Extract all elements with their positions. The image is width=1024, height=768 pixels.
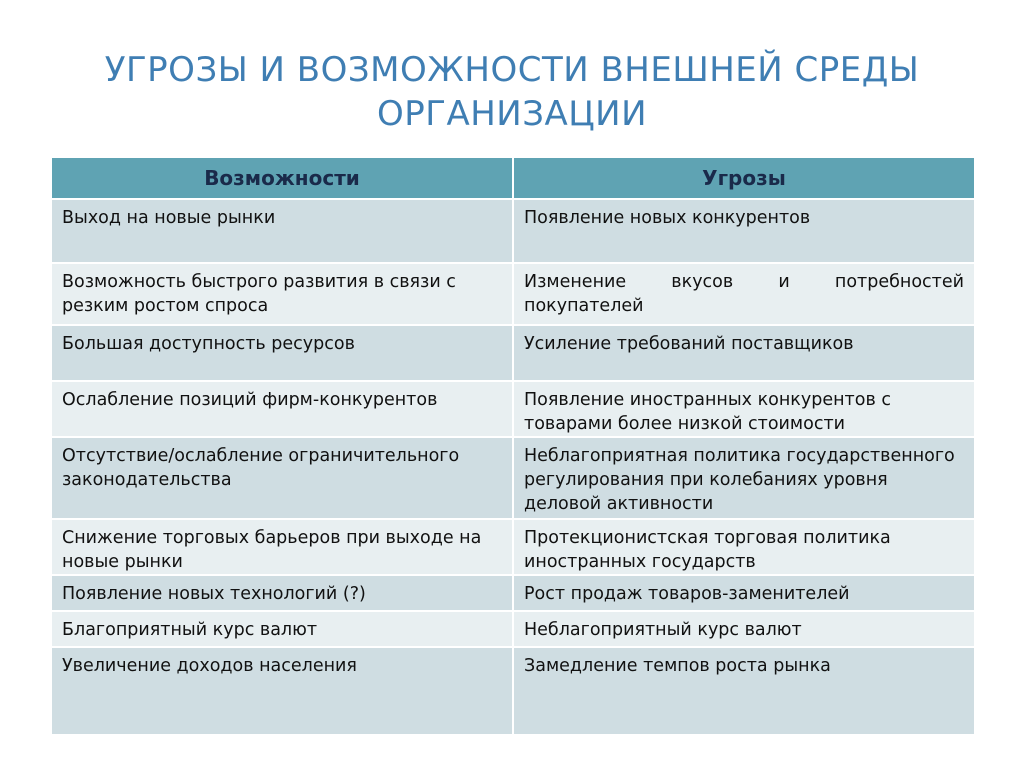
opportunity-cell: Благоприятный курс валют bbox=[52, 611, 513, 647]
threat-cell: Неблагоприятная политика государственного регулирования при колебаниях уровня деловой активности bbox=[513, 437, 974, 519]
opportunity-cell: Большая доступность ресурсов bbox=[52, 325, 513, 381]
table-row bbox=[52, 199, 974, 263]
opportunity-cell: Ослабление позиций фирм-конкурентов bbox=[52, 381, 513, 437]
threat-cell: Рост продаж товаров-заменителей bbox=[513, 575, 974, 611]
threat-cell: Неблагоприятный курс валют bbox=[513, 611, 974, 647]
table-row bbox=[52, 325, 974, 381]
threat-cell: Изменение вкусов и потребностей покупателей bbox=[513, 263, 974, 325]
opportunity-cell: Снижение торговых барьеров при выходе на новые рынки bbox=[52, 519, 513, 575]
table-row bbox=[52, 437, 974, 519]
title-line-1: УГРОЗЫ И ВОЗМОЖНОСТИ ВНЕШНЕЙ СРЕДЫ bbox=[104, 50, 920, 90]
opportunity-cell: Отсутствие/ослабление ограничительного законодательства bbox=[52, 437, 513, 519]
threat-cell: Появление новых конкурентов bbox=[513, 199, 974, 263]
threat-cell: Усиление требований поставщиков bbox=[513, 325, 974, 381]
table-row bbox=[52, 381, 974, 437]
opportunity-cell: Появление новых технологий (?) bbox=[52, 575, 513, 611]
title-line-2: ОРГАНИЗАЦИИ bbox=[376, 94, 648, 134]
opportunity-cell: Возможность быстрого развития в связи с резким ростом спроса bbox=[52, 263, 513, 325]
header-threats: Угрозы bbox=[513, 158, 974, 199]
opportunity-cell: Увеличение доходов населения bbox=[52, 647, 513, 735]
table-row bbox=[52, 519, 974, 575]
table-row bbox=[52, 611, 974, 647]
threat-cell: Протекционистская торговая политика иностранных государств bbox=[513, 519, 974, 575]
table-row bbox=[52, 263, 974, 325]
threat-cell: Замедление темпов роста рынка bbox=[513, 647, 974, 735]
opportunity-cell: Выход на новые рынки bbox=[52, 199, 513, 263]
threat-cell: Появление иностранных конкурентов с товарами более низкой стоимости bbox=[513, 381, 974, 437]
page-title bbox=[0, 48, 1024, 136]
table-row bbox=[52, 647, 974, 735]
opportunities-threats-table bbox=[52, 158, 974, 736]
table-header-row bbox=[52, 158, 974, 199]
header-opportunities: Возможности bbox=[52, 158, 513, 199]
table-row bbox=[52, 575, 974, 611]
